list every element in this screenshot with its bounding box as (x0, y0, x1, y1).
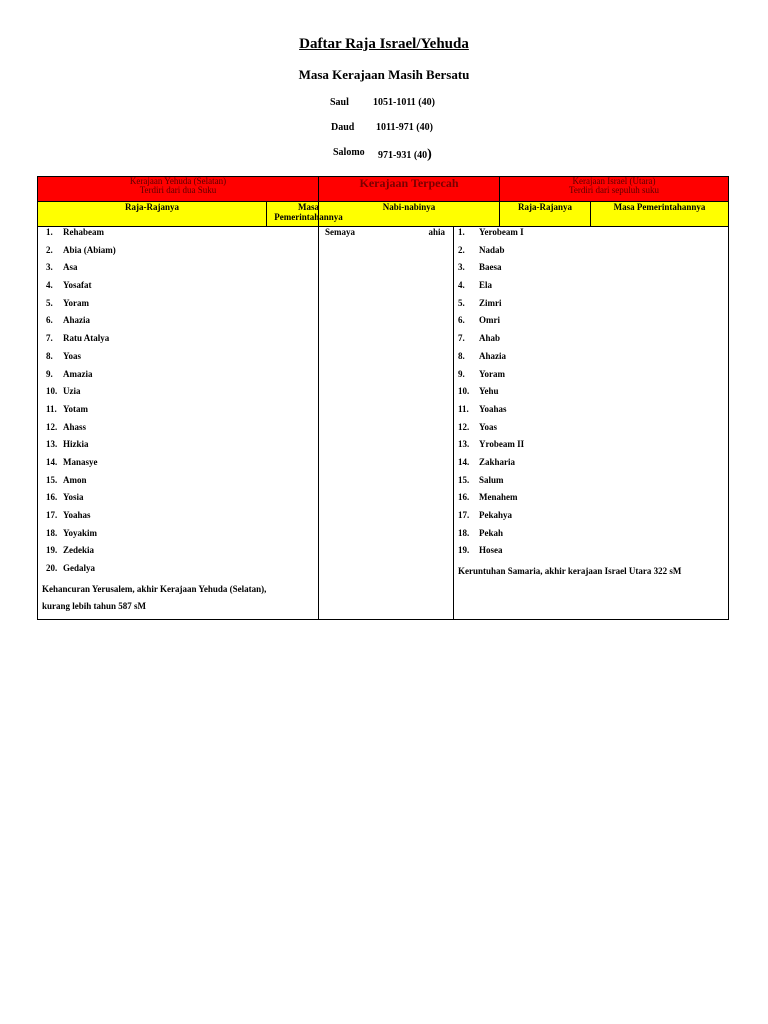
king-number: 7. (458, 333, 465, 344)
united-king-name: Daud (331, 122, 355, 133)
united-king-name: Salomo (333, 147, 365, 158)
king-number: 6. (458, 315, 465, 326)
document-title: Daftar Raja Israel/Yehuda (299, 36, 469, 52)
king-name: Ahass (63, 421, 87, 432)
king-number: 3. (458, 262, 465, 273)
king-number: 10. (46, 386, 58, 397)
king-list-item (38, 563, 318, 581)
king-list-item (38, 315, 318, 333)
south-fall-note-date: kurang lebih tahun 587 sM (42, 601, 147, 612)
prophets-list (319, 227, 453, 237)
king-number: 14. (46, 456, 58, 467)
king-list-item (454, 528, 728, 546)
king-number: 5. (46, 297, 53, 308)
king-name: Zakharia (479, 456, 516, 467)
united-king-years: 1011-971 (40) (376, 122, 433, 133)
king-list-item (38, 492, 318, 510)
king-number: 9. (458, 368, 465, 379)
king-name: Yrobeam II (479, 439, 525, 450)
south-reign-label: Masa Pemerintahannya (274, 202, 343, 222)
north-fall-note: Keruntuhan Samaria, akhir kerajaan Israel Utara 322 sM (458, 566, 682, 577)
king-name: Pekah (479, 527, 504, 538)
king-number: 17. (46, 510, 58, 520)
king-name: Zedekia (63, 545, 95, 556)
prophet-name: ahia (428, 227, 445, 237)
king-name: Yerobeam I (479, 227, 524, 237)
united-king-years-text: 971-931 (40 (378, 150, 428, 161)
king-name: Yoas (479, 421, 498, 432)
king-list-item (38, 298, 318, 316)
king-name: Yosia (63, 492, 84, 503)
king-number: 8. (458, 350, 465, 361)
king-number: 6. (46, 315, 53, 326)
king-number: 2. (46, 244, 53, 255)
king-list-item (38, 245, 318, 263)
king-list-item (454, 280, 728, 298)
king-name: Ahab (479, 333, 501, 344)
king-name: Menahem (479, 492, 518, 503)
king-number: 2. (458, 244, 465, 255)
king-name: Yoahas (479, 403, 507, 414)
king-list-item (454, 492, 728, 510)
king-name: Yoahas (63, 510, 91, 520)
king-list-item (38, 369, 318, 387)
king-list-item (38, 422, 318, 440)
king-list-item (38, 457, 318, 475)
king-number: 4. (46, 280, 53, 291)
king-list-item (38, 280, 318, 298)
king-list-item (38, 528, 318, 546)
king-name: Ela (479, 280, 493, 291)
united-king-years (378, 147, 432, 163)
king-number: 9. (46, 368, 53, 379)
united-king-years-paren: ) (427, 147, 432, 162)
king-list-item (38, 333, 318, 351)
king-number: 5. (458, 297, 465, 308)
king-list-item (454, 245, 728, 263)
king-number: 16. (458, 492, 470, 503)
king-name: Yoas (63, 350, 82, 361)
north-kingdom-tribes: Terdiri dari sepuluh suku (568, 185, 660, 195)
united-king-years: 1051-1011 (40) (373, 97, 435, 108)
king-list-item (454, 439, 728, 457)
king-name: Manasye (63, 456, 98, 467)
king-name: Amon (63, 474, 87, 485)
king-number: 15. (46, 474, 58, 485)
south-kingdom-title: Kerajaan Yehuda (Selatan) (129, 176, 227, 186)
king-list-item (454, 545, 728, 563)
king-number: 3. (46, 262, 53, 273)
kingdom-header-row (38, 177, 729, 202)
north-kings-list (454, 227, 728, 563)
king-name: Rehabeam (63, 227, 104, 237)
king-number: 1. (46, 227, 53, 237)
king-name: Yotam (63, 403, 88, 414)
king-number: 12. (46, 421, 58, 432)
king-name: Abia (Abiam) (63, 244, 116, 255)
king-name: Nadab (479, 244, 505, 255)
king-list-item (38, 475, 318, 493)
king-name: Asa (63, 262, 78, 273)
king-number: 1. (458, 227, 465, 237)
king-name: Yosafat (63, 280, 92, 291)
north-kingdom-header (500, 177, 729, 202)
south-kings-list (38, 227, 318, 581)
king-number: 17. (458, 510, 470, 520)
prophet-name: Semaya (325, 227, 355, 237)
king-name: Uzia (63, 386, 81, 397)
king-list-item (454, 262, 728, 280)
king-list-item (454, 457, 728, 475)
king-list-item (454, 422, 728, 440)
united-kingdom-subtitle: Masa Kerajaan Masih Bersatu (298, 67, 470, 82)
king-list-item (38, 386, 318, 404)
king-list-item (454, 475, 728, 493)
king-number: 19. (46, 545, 58, 556)
king-number: 16. (46, 492, 58, 503)
king-name: Hosea (479, 545, 503, 556)
kings-body-row (38, 227, 729, 620)
prophets-header: Nabi-nabinya (319, 202, 500, 227)
south-kings-header: Raja-Rajanya (38, 202, 267, 227)
king-number: 18. (46, 527, 58, 538)
king-number: 7. (46, 333, 53, 344)
king-name: Baesa (479, 262, 502, 273)
south-fall-note: Kehancuran Yerusalem, akhir Kerajaan Yehuda (Selatan), (42, 583, 267, 594)
king-list-item (454, 298, 728, 316)
king-list-item (454, 351, 728, 369)
divided-kingdom-header: Kerajaan Terpecah (319, 177, 500, 202)
king-number: 13. (458, 439, 470, 450)
king-list-item (454, 404, 728, 422)
north-kings-cell (454, 227, 729, 620)
king-name: Omri (479, 315, 500, 326)
king-number: 11. (458, 403, 469, 414)
king-list-item (454, 386, 728, 404)
king-number: 10. (458, 386, 470, 397)
south-kings-cell (38, 227, 319, 620)
column-header-row (38, 202, 729, 227)
king-list-item (38, 439, 318, 457)
south-kingdom-header (38, 177, 319, 202)
king-list-item (38, 545, 318, 563)
king-name: Ahazia (63, 315, 90, 326)
king-name: Yoram (479, 368, 505, 379)
king-name: Hizkia (63, 439, 89, 450)
king-number: 12. (458, 421, 470, 432)
king-number: 11. (46, 403, 57, 414)
king-list-item (454, 333, 728, 351)
united-king-name: Saul (330, 97, 349, 108)
king-name: Yehu (479, 386, 499, 397)
king-name: Amazia (63, 368, 93, 379)
prophets-cell (319, 227, 454, 620)
king-list-item (38, 262, 318, 280)
king-list-item (38, 510, 318, 528)
king-list-item (454, 369, 728, 387)
king-number: 4. (458, 280, 465, 291)
king-number: 13. (46, 439, 58, 450)
king-name: Salum (479, 474, 504, 485)
king-number: 20. (46, 563, 58, 574)
king-name: Zimri (479, 297, 502, 308)
kings-table (37, 176, 729, 620)
king-list-item (454, 510, 728, 528)
king-number: 8. (46, 350, 53, 361)
king-name: Yoram (63, 297, 89, 308)
king-name: Ratu Atalya (63, 333, 110, 344)
north-kings-header: Raja-Rajanya (500, 202, 591, 227)
king-name: Yoyakim (63, 527, 98, 538)
king-number: 14. (458, 456, 470, 467)
north-kingdom-title: Kerajaan Israel (Utara) (572, 176, 656, 186)
king-number: 19. (458, 545, 470, 556)
king-name: Pekahya (479, 510, 513, 520)
king-list-item (454, 227, 728, 245)
king-name: Ahazia (479, 350, 506, 361)
king-list-item (38, 404, 318, 422)
king-name: Gedalya (63, 563, 96, 574)
king-list-item (454, 315, 728, 333)
king-list-item (38, 227, 318, 245)
king-number: 18. (458, 527, 470, 538)
king-number: 15. (458, 474, 470, 485)
south-reign-header (267, 202, 343, 227)
south-kingdom-tribes: Terdiri dari dua Suku (139, 185, 217, 195)
north-reign-header: Masa Pemerintahannya (591, 202, 729, 227)
king-list-item (38, 351, 318, 369)
